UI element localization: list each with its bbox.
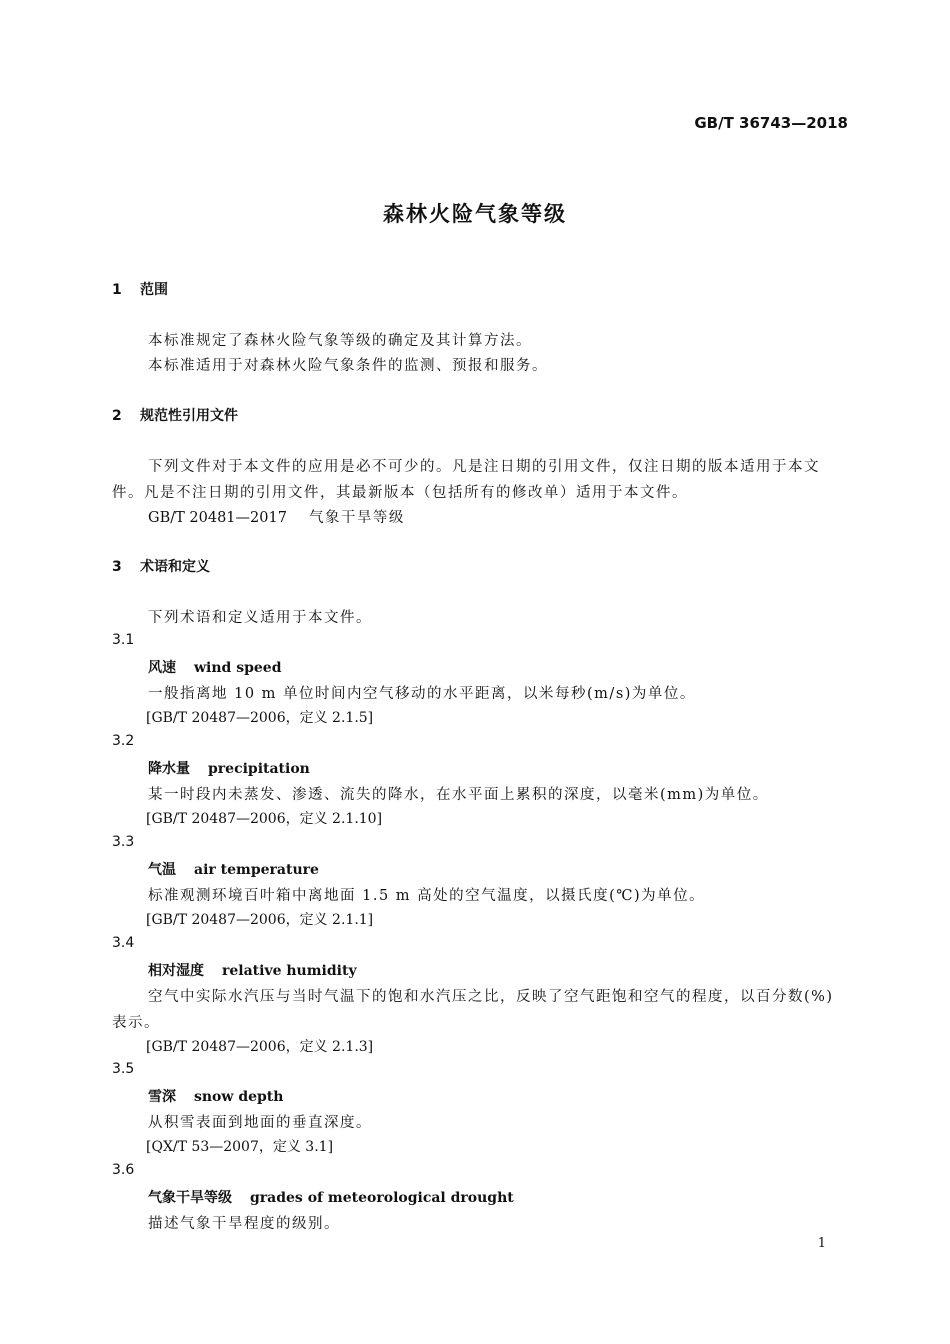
term-heading: [148, 960, 357, 980]
term-en: air temperature: [194, 862, 319, 878]
normative-paragraph-line-2: 件。凡是不注日期的引用文件，其最新版本（包括所有的修改单）适用于本文件。: [112, 485, 688, 501]
term-zh: 相对湿度: [148, 963, 204, 979]
term-definition: 描述气象干旱程度的级别。: [148, 1216, 340, 1232]
term-number: 3.2: [112, 733, 135, 749]
term-en: snow depth: [194, 1089, 284, 1105]
section-title: 术语和定义: [140, 559, 210, 575]
normative-paragraph-line-1: 下列文件对于本文件的应用是必不可少的。凡是注日期的引用文件，仅注日期的版本适用于本文: [148, 459, 820, 475]
term-en: wind speed: [194, 660, 282, 676]
reference-code: GB/T 20481—2017: [148, 510, 287, 526]
term-number: 3.5: [112, 1061, 135, 1077]
standard-code-header: GB/T 36743—2018: [694, 114, 848, 132]
term-number: 3.6: [112, 1162, 135, 1178]
term-heading: [148, 657, 282, 677]
scope-paragraph-2: 本标准适用于对森林火险气象条件的监测、预报和服务。: [148, 358, 548, 374]
term-definition: 某一时段内未蒸发、渗透、流失的降水，在水平面上累积的深度，以毫米(mm)为单位。: [148, 787, 769, 803]
section-heading-terms: [112, 556, 210, 576]
term-en: relative humidity: [222, 963, 357, 979]
term-heading: [148, 1086, 283, 1106]
term-number: 3.3: [112, 834, 135, 850]
term-en: grades of meteorological drought: [250, 1190, 514, 1206]
term-zh: 风速: [148, 660, 176, 676]
term-number: 3.1: [112, 632, 135, 648]
section-heading-normative: [112, 405, 238, 425]
term-zh: 雪深: [148, 1089, 176, 1105]
term-heading: [148, 1187, 514, 1207]
scope-paragraph-1: 本标准规定了森林火险气象等级的确定及其计算方法。: [148, 333, 532, 349]
term-zh: 气象干旱等级: [148, 1190, 232, 1206]
section-title: 规范性引用文件: [140, 408, 238, 424]
term-definition: 一般指离地 10 m 单位时间内空气移动的水平距离，以米每秒(m/s)为单位。: [148, 686, 696, 702]
term-source: [GB/T 20487—2006，定义 2.1.3]: [146, 1039, 374, 1055]
document-title: 森林火险气象等级: [383, 202, 567, 226]
term-definition: 标准观测环境百叶箱中离地面 1.5 m 高处的空气温度，以摄氏度(℃)为单位。: [148, 888, 706, 904]
section-number: 1: [112, 282, 122, 298]
term-zh: 气温: [148, 862, 176, 878]
section-heading-scope: [112, 279, 168, 299]
term-zh: 降水量: [148, 761, 190, 777]
section-number: 3: [112, 559, 122, 575]
term-definition: 空气中实际水汽压与当时气温下的饱和水汽压之比，反映了空气距饱和空气的程度，以百分数(%): [148, 989, 834, 1005]
page-number: 1: [817, 1236, 826, 1251]
section-title: 范围: [140, 282, 168, 298]
term-number: 3.4: [112, 935, 135, 951]
term-source: [GB/T 20487—2006，定义 2.1.10]: [146, 811, 383, 827]
section-number: 2: [112, 408, 122, 424]
term-source: [GB/T 20487—2006，定义 2.1.5]: [146, 710, 374, 726]
term-source: [GB/T 20487—2006，定义 2.1.1]: [146, 912, 374, 928]
reference-title: 气象干旱等级: [308, 510, 405, 526]
term-definition: 从积雪表面到地面的垂直深度。: [148, 1115, 372, 1131]
term-en: precipitation: [208, 761, 310, 777]
term-definition-continued: 表示。: [112, 1015, 160, 1031]
terms-intro: 下列术语和定义适用于本文件。: [148, 610, 372, 626]
normative-reference: [148, 506, 405, 527]
term-source: [QX/T 53—2007，定义 3.1]: [146, 1139, 334, 1155]
term-heading: [148, 859, 319, 879]
term-heading: [148, 758, 310, 778]
